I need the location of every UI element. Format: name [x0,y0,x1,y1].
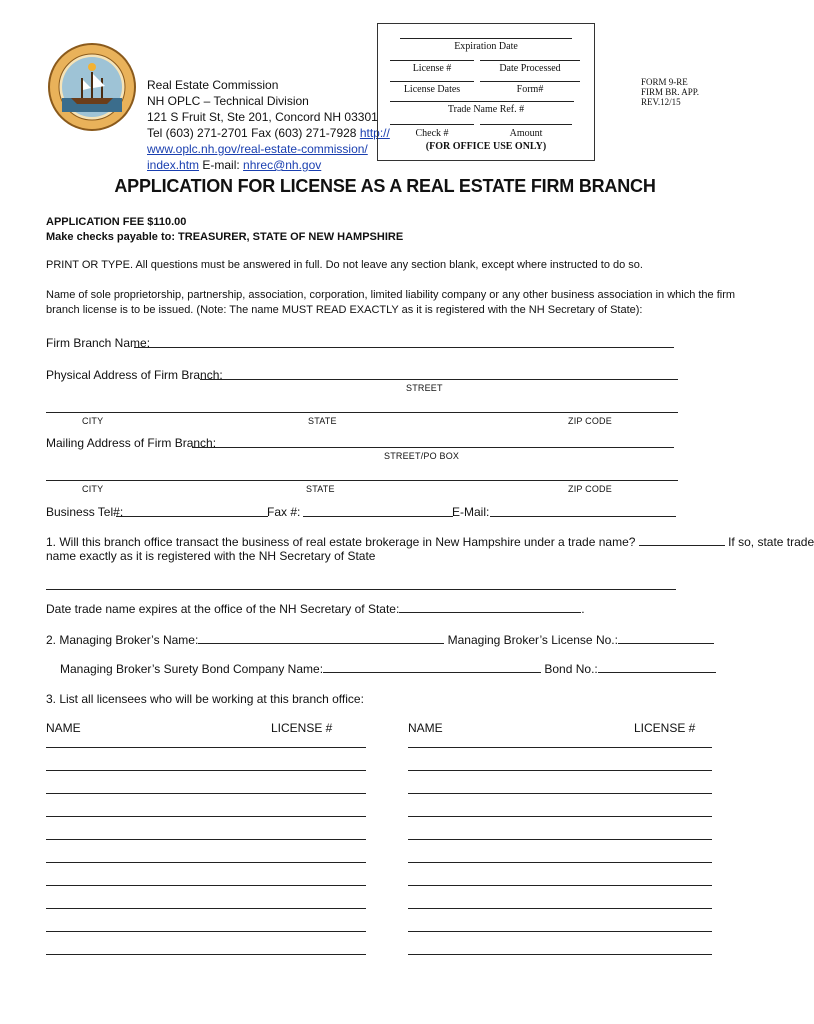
trade-name-expires-field[interactable] [399,601,581,613]
name-header-left: NAME [46,721,81,735]
licensee-line[interactable] [46,793,366,794]
licensee-line[interactable] [46,954,366,955]
fee-info: APPLICATION FEE $110.00 Make checks payable to: TREASURER, STATE OF NEW HAMPSHIRE [46,216,404,243]
licensee-line[interactable] [408,885,712,886]
website-link-cont[interactable]: www.oplc.nh.gov/real-estate-commission/ [147,142,368,156]
amount-label: Amount [509,128,543,139]
licensee-line[interactable] [46,908,366,909]
fax-label: Fax #: [267,505,301,519]
business-tel-field[interactable] [116,516,268,517]
mailing-city-caption: CITY [82,484,104,494]
physical-street-field[interactable] [200,379,678,380]
licensee-line[interactable] [46,885,366,886]
check-number-label: Check # [415,128,449,139]
form-id: FORM 9-RE FIRM BR. APP. REV.12/15 [641,77,700,107]
license-number-label: License # [412,63,452,74]
licensee-line[interactable] [408,862,712,863]
q2-surety: Managing Broker’s Surety Bond Company Name: Bond No.: [60,661,716,676]
q2-broker: 2. Managing Broker’s Name: Managing Broker’s License No.: [46,632,714,647]
licensee-line[interactable] [408,839,712,840]
physical-address-label: Physical Address of Firm Branch: [46,368,223,382]
agency-street: 121 S Fruit St, Ste 201, Concord NH 03301 [147,110,378,124]
mailing-zip-caption: ZIP CODE [568,484,612,494]
name-note: Name of sole proprietorship, partnership, association, corporation, limited liability company or any other business association in which the firm branch license is to be issued. (Note: The name MUST READ EXACTLY as it is registered with the NH Secretary of State): [46,289,736,316]
bond-number-field[interactable] [598,661,716,673]
licensee-line[interactable] [408,793,712,794]
mailing-state-caption: STATE [306,484,335,494]
mailing-street-field[interactable] [192,447,674,448]
licensee-line[interactable] [46,931,366,932]
agency-name: Real Estate Commission [147,78,279,92]
trade-name-ref-label: Trade Name Ref. # [447,104,525,115]
q3-text: 3. List all licensees who will be working at this branch office: [46,692,364,706]
state-caption: STATE [308,416,337,426]
page-title: APPLICATION FOR LICENSE AS A REAL ESTATE FIRM BRANCH [114,176,656,196]
licensee-line[interactable] [408,747,712,748]
name-header-right: NAME [408,721,443,735]
broker-name-field[interactable] [198,632,444,644]
street-caption: STREET [406,383,443,393]
q1-text: 1. Will this branch office transact the business of real estate brokerage in New Hampshire under a trade name? If so, state trade [46,535,814,549]
trade-name-expires: Date trade name expires at the office of the NH Secretary of State: . [46,602,585,616]
expiration-date-label: Expiration Date [454,41,518,52]
city-caption: CITY [82,416,104,426]
licensee-line[interactable] [46,816,366,817]
licensee-line[interactable] [46,839,366,840]
office-use-only-label: (FOR OFFICE USE ONLY) [425,141,547,152]
website-link[interactable]: http:// [359,126,390,140]
zip-caption: ZIP CODE [568,416,612,426]
licensee-line[interactable] [408,770,712,771]
business-tel-label: Business Tel#: [46,505,124,519]
broker-license-field[interactable] [618,632,714,644]
office-use-box [377,23,595,161]
licensee-line[interactable] [408,931,712,932]
licensee-line[interactable] [408,816,712,817]
licensee-line[interactable] [46,770,366,771]
license-dates-label: License Dates [403,84,461,95]
email-link[interactable]: nhrec@nh.gov [243,158,322,172]
email-field[interactable] [490,516,676,517]
state-seal [47,42,137,132]
q1-text-line2: name exactly as it is registered with the NH Secretary of State [46,549,376,563]
instructions-text: PRINT OR TYPE. All questions must be answered in full. Do not leave any section blank, except where instructed to do so. [46,259,643,271]
q1-answer-field[interactable] [639,534,725,546]
agency-division: NH OPLC – Technical Division [147,94,309,108]
licensee-line[interactable] [408,954,712,955]
firm-branch-name-label: Firm Branch Name: [46,336,151,350]
street-po-caption: STREET/PO BOX [384,451,460,461]
fax-field[interactable] [303,516,453,517]
email-field-label: E-Mail: [452,505,490,519]
agency-phone: Tel (603) 271-2701 Fax (603) 271-7928 http:// [147,126,390,140]
trade-name-field[interactable] [46,589,676,590]
license-header-left: LICENSE # [271,721,333,735]
surety-company-field[interactable] [323,661,541,673]
firm-branch-name-field[interactable] [134,347,674,348]
physical-city-state-zip-field[interactable] [46,412,678,413]
agency-address: Real Estate Commission NH OPLC – Technical Division 121 S Fruit St, Ste 201, Concord NH 03301 Tel (603) 271-2701 Fax (603) 271-7928 http:// www.oplc.nh.gov/real-estate-commission/ index.htm E-mail: nhrec@nh.gov [147,78,390,172]
website-link-end[interactable]: index.htm [147,158,200,172]
mailing-city-state-zip-field[interactable] [46,480,678,481]
license-header-right: LICENSE # [634,721,696,735]
mailing-address-label: Mailing Address of Firm Branch: [46,436,217,450]
date-processed-label: Date Processed [499,63,561,74]
licensee-line[interactable] [46,747,366,748]
licensee-line[interactable] [46,862,366,863]
form-number-label: Form# [516,84,544,95]
licensee-line[interactable] [408,908,712,909]
